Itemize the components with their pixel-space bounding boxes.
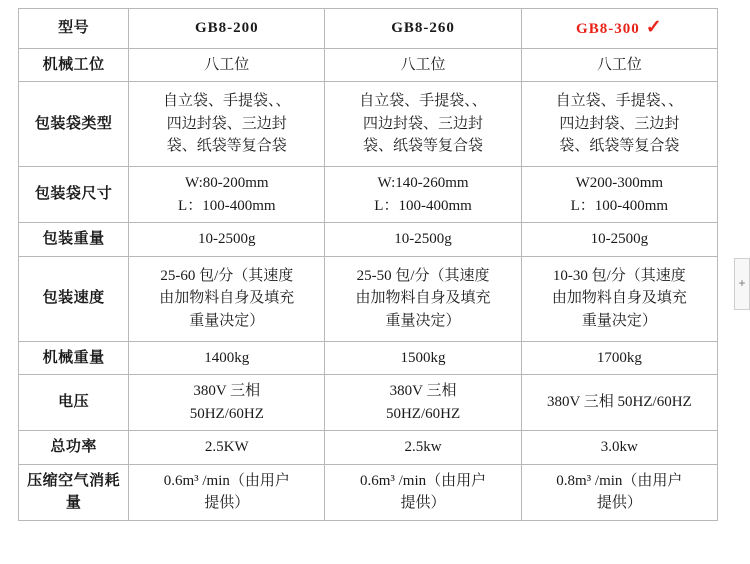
cell-line: 重量决定）: [385, 312, 461, 329]
cell-lines: [528, 470, 711, 515]
cell-line: 由加物料自身及填充: [551, 290, 687, 307]
cell-value: 八工位: [325, 48, 521, 82]
cell-line: L：100-400mm: [374, 197, 472, 214]
cell-line: 25-60 包/分（其速度: [160, 267, 294, 284]
cell-value: [521, 464, 717, 520]
cell-line: 自立袋、手提袋、、: [163, 93, 291, 110]
cell-line: W:80-200mm: [184, 175, 269, 191]
cell-line: 由加物料自身及填充: [159, 290, 295, 307]
cell-line: 由加物料自身及填充: [355, 290, 491, 307]
table-row: [19, 223, 718, 257]
cell-lines: [331, 265, 514, 333]
cell-line: 50HZ/60HZ: [189, 405, 264, 422]
model-name-gb8-300: [521, 9, 717, 49]
cell-lines: [331, 470, 514, 515]
cell-lines: [331, 172, 514, 217]
cell-value: [325, 167, 521, 223]
specification-table: [18, 8, 718, 521]
row-label: 包装袋尺寸: [19, 167, 129, 223]
cell-line: L：100-400mm: [178, 197, 276, 214]
cell-value: 1500kg: [325, 341, 521, 375]
cell-lines: [331, 90, 514, 158]
cell-lines: [528, 90, 711, 158]
row-label: [19, 464, 129, 520]
cell-lines: [528, 265, 711, 333]
row-label: 总功率: [19, 431, 129, 465]
cell-line: 提供）: [596, 495, 642, 511]
cell-line: W200-300mm: [575, 175, 664, 191]
table-row: [19, 48, 718, 82]
cell-lines: [135, 265, 318, 333]
cell-line: 380V 三相: [193, 383, 261, 399]
row-label: 型号: [19, 9, 129, 49]
cell-value: 10-2500g: [521, 223, 717, 257]
table-row: [19, 431, 718, 465]
cell-value: [325, 256, 521, 341]
cell-value: [129, 167, 325, 223]
cell-value: 八工位: [521, 48, 717, 82]
model-name-gb8-200: GB8-200: [129, 9, 325, 49]
cell-lines: [135, 90, 318, 158]
cell-value: [129, 464, 325, 520]
cell-value: 10-2500g: [129, 223, 325, 257]
cell-line: 0.8m³ /min（由用户: [556, 472, 683, 489]
cell-value: [325, 82, 521, 167]
row-label-line: 压缩空气消耗量: [27, 472, 121, 511]
table-row: [19, 9, 718, 49]
cell-line: 提供）: [400, 495, 446, 511]
cell-line: 四边封袋、三边封: [363, 115, 484, 132]
check-icon: ✓: [645, 17, 663, 38]
cell-lines: [135, 380, 318, 425]
cell-value: 2.5kw: [325, 431, 521, 465]
cell-line: 四边封袋、三边封: [166, 115, 287, 132]
cell-line: 0.6m³ /min（由用户: [163, 472, 290, 489]
table-row: [19, 375, 718, 431]
cell-value: [325, 375, 521, 431]
row-label: 机械工位: [19, 48, 129, 82]
row-label: 包装速度: [19, 256, 129, 341]
cell-line: L：100-400mm: [570, 197, 669, 214]
table-row: [19, 464, 718, 520]
cell-line: 重量决定）: [581, 312, 657, 329]
spec-table-container: [18, 8, 718, 521]
cell-value: [129, 256, 325, 341]
cell-value: 2.5KW: [129, 431, 325, 465]
table-row: [19, 256, 718, 341]
cell-value: [129, 82, 325, 167]
cell-value: [521, 256, 717, 341]
cell-lines: [528, 391, 711, 414]
cell-line: 自立袋、手提袋、、: [359, 93, 487, 110]
cell-line: 10-30 包/分（其速度: [552, 267, 686, 284]
row-label-line: 包装袋类型: [34, 115, 113, 132]
cell-value: 1400kg: [129, 341, 325, 375]
table-row: [19, 82, 718, 167]
cell-line: 四边封袋、三边封: [559, 115, 680, 132]
cell-value: [521, 375, 717, 431]
cell-lines: [331, 380, 514, 425]
cell-value: [521, 167, 717, 223]
model-label-text: GB8-300: [576, 21, 640, 37]
row-label: [19, 82, 129, 167]
cell-line: 自立袋、手提袋、、: [555, 93, 684, 110]
cell-lines: [135, 172, 318, 217]
cell-line: 袋、纸袋等复合袋: [363, 138, 484, 155]
cell-line: 提供）: [204, 495, 250, 511]
row-label: 机械重量: [19, 341, 129, 375]
cell-lines: [528, 172, 711, 217]
cell-line: 袋、纸袋等复合袋: [559, 138, 680, 155]
table-row: [19, 341, 718, 375]
cell-line: 重量决定）: [189, 312, 265, 329]
cell-value: [129, 375, 325, 431]
cell-line: 50HZ/60HZ: [385, 405, 461, 422]
cell-value: 10-2500g: [325, 223, 521, 257]
cell-line: 380V 三相 50HZ/60HZ: [546, 394, 692, 411]
cell-line: 25-50 包/分（其速度: [356, 267, 490, 284]
cell-line: 380V 三相: [389, 383, 457, 399]
cell-line: 袋、纸袋等复合袋: [166, 138, 287, 155]
cell-value: 八工位: [129, 48, 325, 82]
model-name-gb8-260: GB8-260: [325, 9, 521, 49]
cell-lines: [135, 470, 318, 515]
row-label: 包装重量: [19, 223, 129, 257]
cell-line: W:140-260mm: [377, 175, 469, 191]
edge-expand-button[interactable]: +: [734, 258, 750, 310]
cell-value: 1700kg: [521, 341, 717, 375]
cell-line: 0.6m³ /min（由用户: [359, 472, 487, 489]
cell-value: [521, 82, 717, 167]
cell-value: 3.0kw: [521, 431, 717, 465]
cell-value: [325, 464, 521, 520]
row-label: 电压: [19, 375, 129, 431]
table-row: [19, 167, 718, 223]
